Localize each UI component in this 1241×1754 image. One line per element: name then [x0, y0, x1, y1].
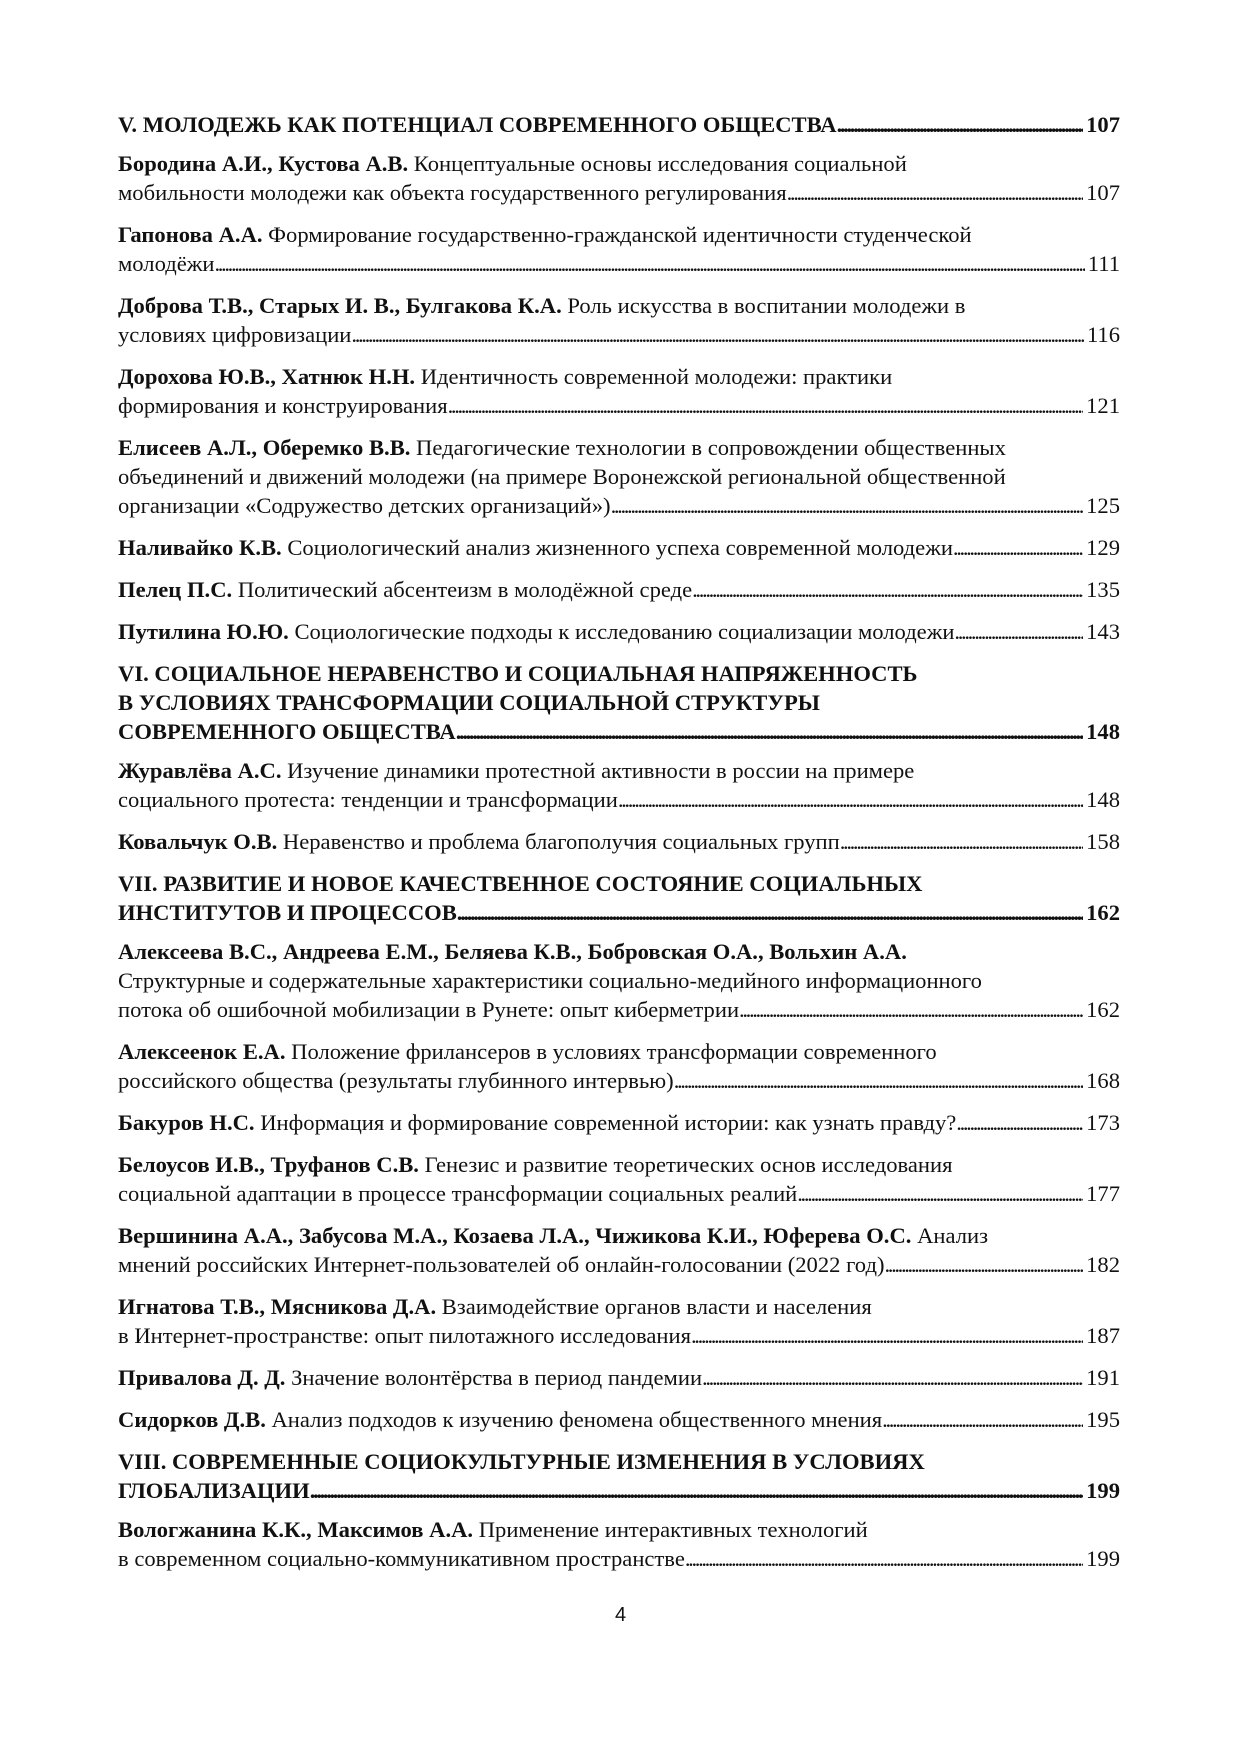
toc-entry-title-start: Применение интерактивных технологий [473, 1517, 868, 1542]
toc-entry-title-end: ИНСТИТУТОВ И ПРОЦЕССОВ [118, 900, 457, 925]
toc-entry-first-line [118, 1515, 1120, 1544]
toc-line: VIII. СОВРЕМЕННЫЕ СОЦИОКУЛЬТУРНЫЕ ИЗМЕНЕНИЯ В УСЛОВИЯХ [118, 1449, 925, 1474]
toc-entry-authors: Игнатова Т.В., Мясникова Д.А. [118, 1294, 437, 1319]
toc-last-line [118, 995, 1120, 1024]
toc-entry-authors: Наливайко К.В. [118, 535, 282, 560]
dot-leader [954, 617, 1083, 646]
dot-leader [953, 533, 1083, 562]
toc-entry [118, 1037, 1120, 1095]
dot-leader [685, 1544, 1083, 1573]
toc-entry-first-line [118, 1037, 1120, 1066]
table-of-contents [118, 110, 1120, 1586]
toc-entry-authors: Сидорков Д.В. [118, 1407, 266, 1432]
toc-page-number: 199 [1086, 1546, 1120, 1571]
toc-last-line [118, 575, 1120, 604]
toc-last-line [118, 1476, 1120, 1505]
dot-leader [351, 320, 1084, 349]
toc-last-line [118, 491, 1120, 520]
toc-entry-title-start: Изучение динамики протестной активности в россии на примере [281, 758, 915, 783]
toc-page-number: 195 [1086, 1407, 1120, 1432]
toc-last-line [118, 533, 1120, 562]
toc-page-number: 121 [1086, 393, 1120, 418]
toc-section-heading [118, 869, 1120, 927]
toc-entry-authors: Елисеев А.Л., Оберемко В.В. [118, 435, 411, 460]
toc-entry-title-end: условиях цифровизации [118, 322, 352, 347]
toc-entry-title-end [118, 533, 953, 562]
toc-entry-title: Политический абсентеизм в молодёжной среде [232, 577, 693, 602]
toc-entry-title-start: Генезис и развитие теоретических основ исследования [418, 1152, 953, 1177]
dot-leader [456, 717, 1083, 746]
toc-entry-authors: Привалова Д. Д. [118, 1365, 286, 1390]
dot-leader [457, 898, 1083, 927]
toc-entry-authors: Ковальчук О.В. [118, 829, 278, 854]
toc-section-heading [118, 1447, 1120, 1505]
toc-entry-title: Значение волонтёрства в период пандемии [285, 1365, 703, 1390]
toc-entry-title-end: формирования и конструирования [118, 393, 448, 418]
toc-entry-first-line [118, 756, 1120, 785]
toc-last-line [118, 717, 1120, 746]
toc-page-number: 135 [1086, 577, 1120, 602]
toc-section-heading [118, 659, 1120, 746]
toc-last-line [118, 391, 1120, 420]
toc-last-line [118, 1250, 1120, 1279]
toc-entry-title-end: в современном социально-коммуникативном пространстве [118, 1546, 685, 1571]
toc-entry-first-line [118, 937, 1120, 966]
toc-entry [118, 575, 1120, 604]
toc-last-line [118, 827, 1120, 856]
toc-last-line [118, 1066, 1120, 1095]
toc-entry-title-end: социального протеста: тенденции и трансформации [118, 787, 618, 812]
toc-entry-first-line [118, 1150, 1120, 1179]
toc-entry-title-end: СОВРЕМЕННОГО ОБЩЕСТВА [118, 719, 456, 744]
toc-entry-title-end: потока об ошибочной мобилизации в Рунете: опыт киберметрии [118, 997, 740, 1022]
toc-entry-first-line [118, 1292, 1120, 1321]
toc-page-number: 107 [1086, 112, 1120, 137]
page-number: 4 [614, 1604, 627, 1626]
toc-page-number: 173 [1086, 1110, 1120, 1135]
toc-entry-title-end [118, 617, 954, 646]
toc-line: В УСЛОВИЯХ ТРАНСФОРМАЦИИ СОЦИАЛЬНОЙ СТРУКТУРЫ [118, 690, 820, 715]
toc-entry [118, 1363, 1120, 1392]
toc-entry-title-end: организации «Содружество детских организаций») [118, 493, 611, 518]
toc-entry [118, 362, 1120, 420]
toc-entry-title-start: Взаимодействие органов власти и населения [436, 1294, 872, 1319]
toc-entry-title-start: Роль искусства в воспитании молодежи в [561, 293, 966, 318]
toc-entry [118, 1515, 1120, 1573]
dot-leader [692, 575, 1083, 604]
toc-entry [118, 937, 1120, 1024]
dot-leader [882, 1405, 1083, 1434]
toc-entry-title-end [118, 1363, 702, 1392]
dot-leader [702, 1363, 1083, 1392]
toc-entry-authors: Вершинина А.А., Забусова М.А., Козаева Л.А., Чижикова К.И., Юферева О.С. [118, 1223, 912, 1248]
toc-last-line [118, 178, 1120, 207]
toc-entry-first-line [118, 1221, 1120, 1250]
toc-entry-first-line [118, 291, 1120, 320]
toc-entry-title-end: V. МОЛОДЕЖЬ КАК ПОТЕНЦИАЛ СОВРЕМЕННОГО ОБЩЕСТВА [118, 112, 837, 137]
toc-entry-authors: Журавлёва А.С. [118, 758, 282, 783]
toc-last-line [118, 617, 1120, 646]
toc-entry-title-start: Идентичность современной молодежи: практики [415, 364, 893, 389]
toc-page-number: 107 [1086, 180, 1120, 205]
toc-last-line [118, 249, 1120, 278]
dot-leader [448, 391, 1084, 420]
toc-entry-authors: Доброва Т.В., Старых И. В., Булгакова К.А. [118, 293, 562, 318]
toc-entry-authors: Бакуров Н.С. [118, 1110, 255, 1135]
toc-page-number: 162 [1086, 900, 1120, 925]
toc-page-number: 158 [1086, 829, 1120, 854]
toc-page-number: 148 [1086, 719, 1120, 744]
dot-leader [884, 1250, 1083, 1279]
toc-page-number: 116 [1086, 322, 1120, 347]
toc-entry-authors: Путилина Ю.Ю. [118, 619, 289, 644]
toc-entry [118, 1221, 1120, 1279]
toc-entry [118, 533, 1120, 562]
toc-entry [118, 1405, 1120, 1434]
toc-last-line [118, 1363, 1120, 1392]
toc-entry-title-start: Формирование государственно-гражданской идентичности студенческой [262, 222, 972, 247]
toc-last-line [118, 110, 1120, 139]
dot-leader [611, 491, 1084, 520]
dot-leader [214, 249, 1084, 278]
toc-last-line [118, 1544, 1120, 1573]
toc-entry-title-end [118, 1108, 956, 1137]
toc-page-number: 148 [1086, 787, 1120, 812]
toc-entry [118, 1108, 1120, 1137]
toc-entry-first-line [118, 149, 1120, 178]
toc-entry [118, 291, 1120, 349]
toc-entry-title-end [118, 827, 840, 856]
toc-entry [118, 1150, 1120, 1208]
dot-leader [674, 1066, 1083, 1095]
toc-entry-title-end: российского общества (результаты глубинного интервью) [118, 1068, 674, 1093]
dot-leader [956, 1108, 1083, 1137]
toc-entry-authors: Бородина А.И., Кустова А.В. [118, 151, 409, 176]
toc-entry [118, 149, 1120, 207]
toc-entry-title-end: мобильности молодежи как объекта государственного регулирования [118, 180, 787, 205]
toc-page-number: 191 [1086, 1365, 1120, 1390]
dot-leader [787, 178, 1084, 207]
toc-page-number: 199 [1086, 1478, 1120, 1503]
toc-line: VI. СОЦИАЛЬНОЕ НЕРАВЕНСТВО И СОЦИАЛЬНАЯ НАПРЯЖЕННОСТЬ [118, 661, 918, 686]
toc-entry-title: Социологический анализ жизненного успеха современной молодежи [281, 535, 953, 560]
toc-entry [118, 433, 1120, 520]
toc-entry-title-end: молодёжи [118, 251, 215, 276]
toc-entry-title-end: в Интернет-пространстве: опыт пилотажного исследования [118, 1323, 691, 1348]
toc-entry [118, 220, 1120, 278]
dot-leader [618, 785, 1083, 814]
toc-entry-title: Анализ подходов к изучению феномена общественного мнения [265, 1407, 883, 1432]
toc-entry-title-end [118, 1405, 882, 1434]
toc-entry-authors: Белоусов И.В., Труфанов С.В. [118, 1152, 419, 1177]
dot-leader [739, 995, 1083, 1024]
toc-entry-first-line [118, 433, 1120, 462]
toc-entry-authors: Пелец П.С. [118, 577, 233, 602]
toc-last-line [118, 1321, 1120, 1350]
toc-page-number: 111 [1087, 251, 1120, 276]
toc-entry-title-start: Анализ [911, 1223, 988, 1248]
toc-entry-authors: Алексеенок Е.А. [118, 1039, 286, 1064]
toc-page-number: 129 [1086, 535, 1120, 560]
toc-entry-title-start: Концептуальные основы исследования социальной [408, 151, 907, 176]
toc-last-line [118, 1108, 1120, 1137]
toc-entry-first-line [118, 220, 1120, 249]
toc-entry [118, 827, 1120, 856]
toc-last-line [118, 1179, 1120, 1208]
dot-leader [840, 827, 1083, 856]
dot-leader [310, 1476, 1083, 1505]
toc-entry-authors: Гапонова А.А. [118, 222, 263, 247]
toc-entry-title-end: ГЛОБАЛИЗАЦИИ [118, 1478, 310, 1503]
toc-entry-title-end: социальной адаптации в процессе трансформации социальных реалий [118, 1181, 798, 1206]
toc-page-number: 187 [1086, 1323, 1120, 1348]
toc-last-line [118, 785, 1120, 814]
toc-entry [118, 617, 1120, 646]
toc-page-number: 168 [1086, 1068, 1120, 1093]
toc-page-number: 162 [1086, 997, 1120, 1022]
toc-entry-authors: Вологжанина К.К., Максимов А.А. [118, 1517, 474, 1542]
toc-entry-title-end: мнений российских Интернет-пользователей об онлайн-голосовании (2022 год) [118, 1252, 885, 1277]
toc-entry [118, 1292, 1120, 1350]
toc-entry-authors: Алексеева В.С., Андреева Е.М., Беляева К.В., Бобровская О.А., Вольхин А.А. [118, 939, 907, 964]
toc-entry-title-end [118, 575, 692, 604]
toc-last-line [118, 320, 1120, 349]
toc-entry-title-start: Положение фрилансеров в условиях трансформации современного [285, 1039, 937, 1064]
toc-entry [118, 756, 1120, 814]
toc-page-number: 182 [1086, 1252, 1120, 1277]
toc-entry-title: Социологические подходы к исследованию социализации молодежи [288, 619, 955, 644]
toc-line: Структурные и содержательные характеристики социально-медийного информационного [118, 968, 982, 993]
toc-entry-first-line [118, 362, 1120, 391]
toc-last-line [118, 898, 1120, 927]
toc-entry-title-start: Педагогические технологии в сопровождении общественных [410, 435, 1006, 460]
dot-leader [797, 1179, 1083, 1208]
toc-last-line [118, 1405, 1120, 1434]
toc-entry-authors: Дорохова Ю.В., Хатнюк Н.Н. [118, 364, 416, 389]
toc-entry-title: Неравенство и проблема благополучия социальных групп [277, 829, 840, 854]
toc-entry-title: Информация и формирование современной истории: как узнать правду? [254, 1110, 957, 1135]
dot-leader [691, 1321, 1083, 1350]
toc-line: объединений и движений молодежи (на примере Воронежской региональной общественной [118, 464, 1006, 489]
toc-line: VII. РАЗВИТИЕ И НОВОЕ КАЧЕСТВЕННОЕ СОСТОЯНИЕ СОЦИАЛЬНЫХ [118, 871, 923, 896]
toc-page-number: 177 [1086, 1181, 1120, 1206]
toc-section-heading [118, 110, 1120, 139]
toc-page-number: 143 [1086, 619, 1120, 644]
toc-page-number: 125 [1086, 493, 1120, 518]
dot-leader [837, 110, 1084, 139]
